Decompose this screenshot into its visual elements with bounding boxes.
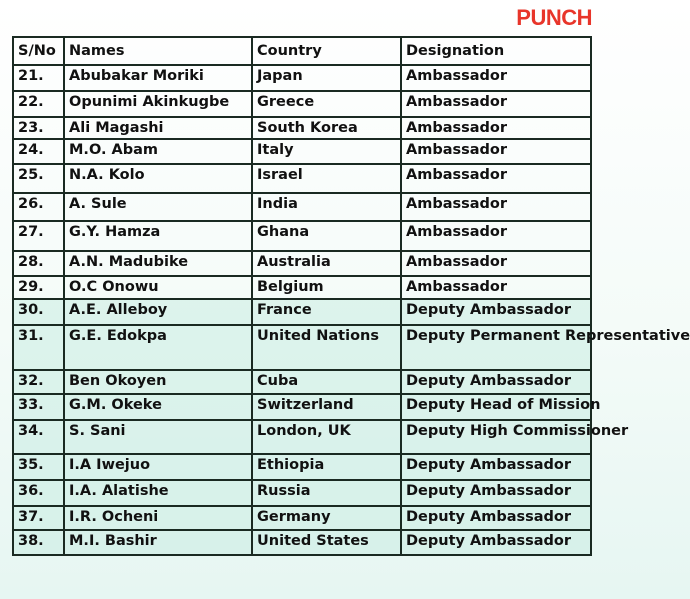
table-row [13, 164, 591, 193]
cell-designation: Ambassador [401, 139, 591, 164]
cell-country: Ghana [252, 221, 401, 251]
cell-name: A.N. Madubike [64, 251, 252, 276]
cell-name: G.E. Edokpa [64, 325, 252, 370]
cell-name: I.A. Alatishe [64, 480, 252, 506]
cell-designation: Ambassador [401, 221, 591, 251]
table-row [13, 454, 591, 480]
cell-name: I.A Iwejuo [64, 454, 252, 480]
cell-designation: Ambassador [401, 117, 591, 139]
cell-sno: 37. [13, 506, 64, 530]
column-header-designation: Designation [401, 37, 591, 65]
cell-designation: Ambassador [401, 164, 591, 193]
cell-sno: 23. [13, 117, 64, 139]
cell-designation: Deputy Ambassador [401, 480, 591, 506]
cell-name: Opunimi Akinkugbe [64, 91, 252, 117]
cell-name: A. Sule [64, 193, 252, 221]
cell-country: Australia [252, 251, 401, 276]
cell-designation: Deputy Permanent Representative [401, 325, 591, 370]
table-body [13, 65, 690, 555]
cell-designation: Deputy Ambassador [401, 299, 591, 325]
cell-designation: Ambassador [401, 251, 591, 276]
cell-name: M.I. Bashir [64, 530, 252, 555]
table-row [13, 193, 591, 221]
cell-sno: 21. [13, 65, 64, 91]
cell-country: Germany [252, 506, 401, 530]
cell-designation: Ambassador [401, 65, 591, 91]
cell-sno: 26. [13, 193, 64, 221]
table-row [13, 117, 591, 139]
table-row [13, 251, 591, 276]
cell-designation: Ambassador [401, 193, 591, 221]
table-row [13, 420, 591, 454]
table-row [13, 91, 591, 117]
table-row [13, 221, 591, 251]
cell-name: O.C Onowu [64, 276, 252, 299]
table-row [13, 299, 591, 325]
cell-sno: 22. [13, 91, 64, 117]
cell-country: South Korea [252, 117, 401, 139]
cell-designation: Ambassador [401, 91, 591, 117]
table-row [13, 139, 591, 164]
cell-country: Greece [252, 91, 401, 117]
cell-name: S. Sani [64, 420, 252, 454]
cell-country: Israel [252, 164, 401, 193]
cell-sno: 30. [13, 299, 64, 325]
cell-country: Cuba [252, 370, 401, 394]
cell-sno: 36. [13, 480, 64, 506]
table-row [13, 394, 591, 420]
table-row [13, 325, 591, 370]
cell-sno: 33. [13, 394, 64, 420]
table-row [13, 65, 591, 91]
cell-name: A.E. Alleboy [64, 299, 252, 325]
table-row [13, 276, 591, 299]
cell-sno: 35. [13, 454, 64, 480]
cell-designation: Deputy Ambassador [401, 454, 591, 480]
table-row [13, 530, 591, 555]
cell-designation: Ambassador [401, 276, 591, 299]
column-header-names: Names [64, 37, 252, 65]
table-row [13, 506, 591, 530]
cell-sno: 24. [13, 139, 64, 164]
cell-designation: Deputy Ambassador [401, 506, 591, 530]
cell-country: Japan [252, 65, 401, 91]
cell-sno: 31. [13, 325, 64, 370]
cell-country: United States [252, 530, 401, 555]
cell-name: Ben Okoyen [64, 370, 252, 394]
cell-sno: 27. [13, 221, 64, 251]
cell-sno: 25. [13, 164, 64, 193]
cell-sno: 28. [13, 251, 64, 276]
cell-designation: Deputy Head of Mission [401, 394, 591, 420]
cell-country: London, UK [252, 420, 401, 454]
cell-sno: 32. [13, 370, 64, 394]
cell-country: Ethiopia [252, 454, 401, 480]
cell-country: Italy [252, 139, 401, 164]
cell-name: I.R. Ocheni [64, 506, 252, 530]
cell-name: N.A. Kolo [64, 164, 252, 193]
cell-sno: 29. [13, 276, 64, 299]
cell-country: Belgium [252, 276, 401, 299]
cell-country: United Nations [252, 325, 401, 370]
cell-sno: 38. [13, 530, 64, 555]
punch-logo: PUNCH [516, 5, 592, 30]
cell-designation: Deputy Ambassador [401, 530, 591, 555]
table-row [13, 370, 591, 394]
cell-sno: 34. [13, 420, 64, 454]
header-row [13, 37, 591, 65]
cell-name: G.Y. Hamza [64, 221, 252, 251]
cell-name: Abubakar Moriki [64, 65, 252, 91]
cell-name: Ali Magashi [64, 117, 252, 139]
cell-name: G.M. Okeke [64, 394, 252, 420]
cell-country: India [252, 193, 401, 221]
cell-country: Russia [252, 480, 401, 506]
cell-designation: Deputy Ambassador [401, 370, 591, 394]
cell-designation: Deputy High Commissioner [401, 420, 591, 454]
table-row [13, 480, 591, 506]
cell-country: Switzerland [252, 394, 401, 420]
cell-name: M.O. Abam [64, 139, 252, 164]
column-header-country: Country [252, 37, 401, 65]
officials-table [12, 36, 690, 556]
cell-country: France [252, 299, 401, 325]
column-header-sno: S/No [13, 37, 64, 65]
